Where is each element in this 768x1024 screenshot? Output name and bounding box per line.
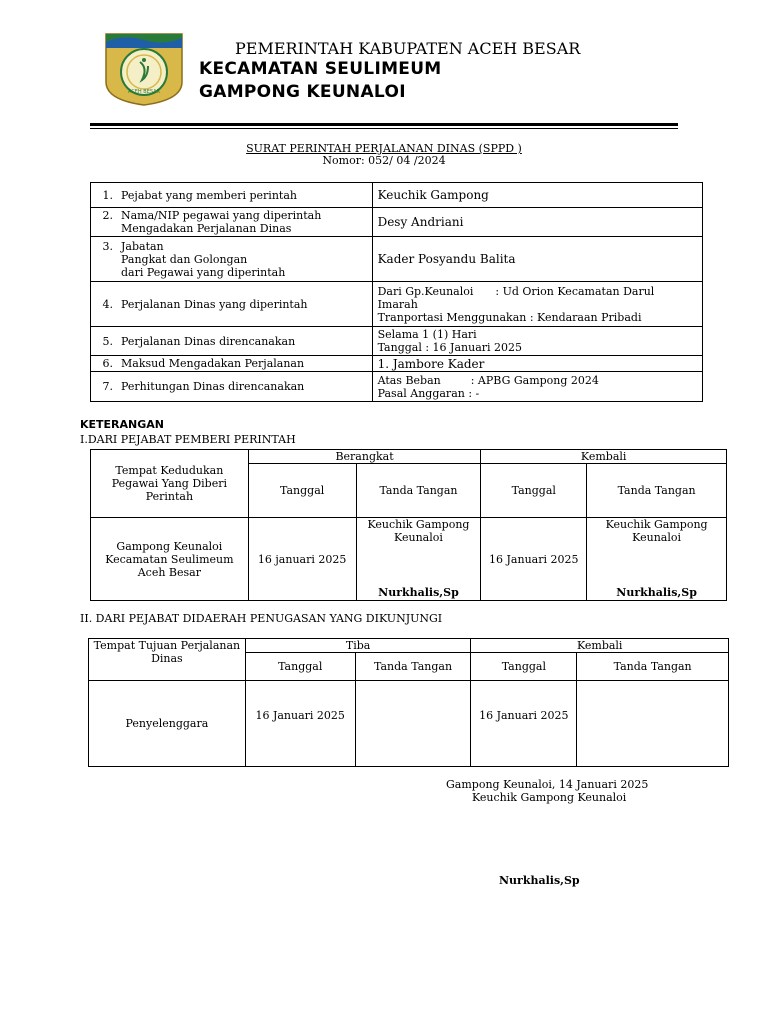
table-row: Penyelenggara 16 Januari 2025 16 Januari 2025 bbox=[89, 681, 729, 767]
header-line3: GAMPONG KEUNALOI bbox=[199, 82, 406, 102]
signatory-name: Nurkhalis,Sp bbox=[378, 586, 459, 599]
destination-table bbox=[88, 638, 729, 767]
tanggal-header: Tanggal bbox=[481, 464, 587, 518]
tanggal-header: Tanggal bbox=[248, 464, 356, 518]
header-line2: KECAMATAN SEULIMEUM bbox=[199, 59, 442, 79]
signature-place-date: Gampong Keunaloi, 14 Januari 2025 bbox=[446, 778, 649, 791]
section-2-heading: II. DARI PEJABAT DIDAERAH PENUGASAN YANG DIKUNJUNGI bbox=[80, 612, 443, 625]
document-number: Nomor: 052/ 04 /2024 bbox=[322, 154, 446, 167]
signature-name: Nurkhalis,Sp bbox=[499, 874, 580, 887]
table-row: 4. Perjalanan Dinas yang diperintah Dari Gp.Keunaloi : Ud Orion Kecamatan Darul Imarah Tranportasi Menggunakan : Kendaraan Pribadi bbox=[91, 282, 703, 327]
tanggal-header: Tanggal bbox=[471, 653, 577, 681]
kembali-header: Kembali bbox=[471, 639, 729, 653]
signatory-name: Nurkhalis,Sp bbox=[616, 586, 697, 599]
tanda-tangan-header: Tanda Tangan bbox=[356, 464, 481, 518]
tanda-tangan-header: Tanda Tangan bbox=[577, 653, 729, 681]
table-row: 1. Pejabat yang memberi perintah Keuchik Gampong bbox=[91, 183, 703, 208]
document-title: SURAT PERINTAH PERJALANAN DINAS (SPPD ) bbox=[246, 142, 522, 155]
svg-text:ACEH BESAR: ACEH BESAR bbox=[127, 89, 161, 95]
header-rule-thin bbox=[90, 128, 678, 129]
header-line1: PEMERINTAH KABUPATEN ACEH BESAR bbox=[235, 39, 581, 58]
sppd-detail-table bbox=[90, 182, 703, 402]
aceh-besar-logo bbox=[104, 30, 184, 106]
tanda-tangan-header: Tanda Tangan bbox=[587, 464, 727, 518]
kembali-header: Kembali bbox=[481, 450, 727, 464]
tiba-header: Tiba bbox=[245, 639, 471, 653]
table-row: 3. Jabatan Pangkat dan Golongan dari Pegawai yang diperintah Kader Posyandu Balita bbox=[91, 237, 703, 282]
tanggal-header: Tanggal bbox=[245, 653, 355, 681]
table-row: 2. Nama/NIP pegawai yang diperintah Mengadakan Perjalanan Dinas Desy Andriani bbox=[91, 208, 703, 237]
table-row: 5. Perjalanan Dinas direncanakan Selama 1 (1) Hari Tanggal : 16 Januari 2025 bbox=[91, 327, 703, 356]
signature-title: Keuchik Gampong Keunaloi bbox=[472, 791, 627, 804]
table-row: Gampong Keunaloi Kecamatan Seulimeum Aceh Besar 16 januari 2025 Keuchik Gampong Keunaloi Nurkhalis,Sp 16 Januari 2025 Keuchik Gampong Keunaloi Nurkhalis,Sp bbox=[91, 518, 727, 601]
section-1-heading: I.DARI PEJABAT PEMBERI PERINTAH bbox=[80, 433, 296, 446]
departure-table bbox=[90, 449, 727, 601]
berangkat-header: Berangkat bbox=[248, 450, 481, 464]
header-rule-thick bbox=[90, 123, 678, 126]
table-row: 7. Perhitungan Dinas direncanakan Atas Beban : APBG Gampong 2024 Pasal Anggaran : - bbox=[91, 372, 703, 402]
tempat-tujuan-header: Tempat Tujuan Perjalanan Dinas bbox=[89, 639, 246, 681]
table-row: 6. Maksud Mengadakan Perjalanan 1. Jambore Kader bbox=[91, 356, 703, 372]
tempat-kedudukan-header: Tempat Kedudukan Pegawai Yang Diberi Perintah bbox=[91, 450, 249, 518]
tanda-tangan-header: Tanda Tangan bbox=[355, 653, 471, 681]
keterangan-heading: KETERANGAN bbox=[80, 418, 164, 431]
